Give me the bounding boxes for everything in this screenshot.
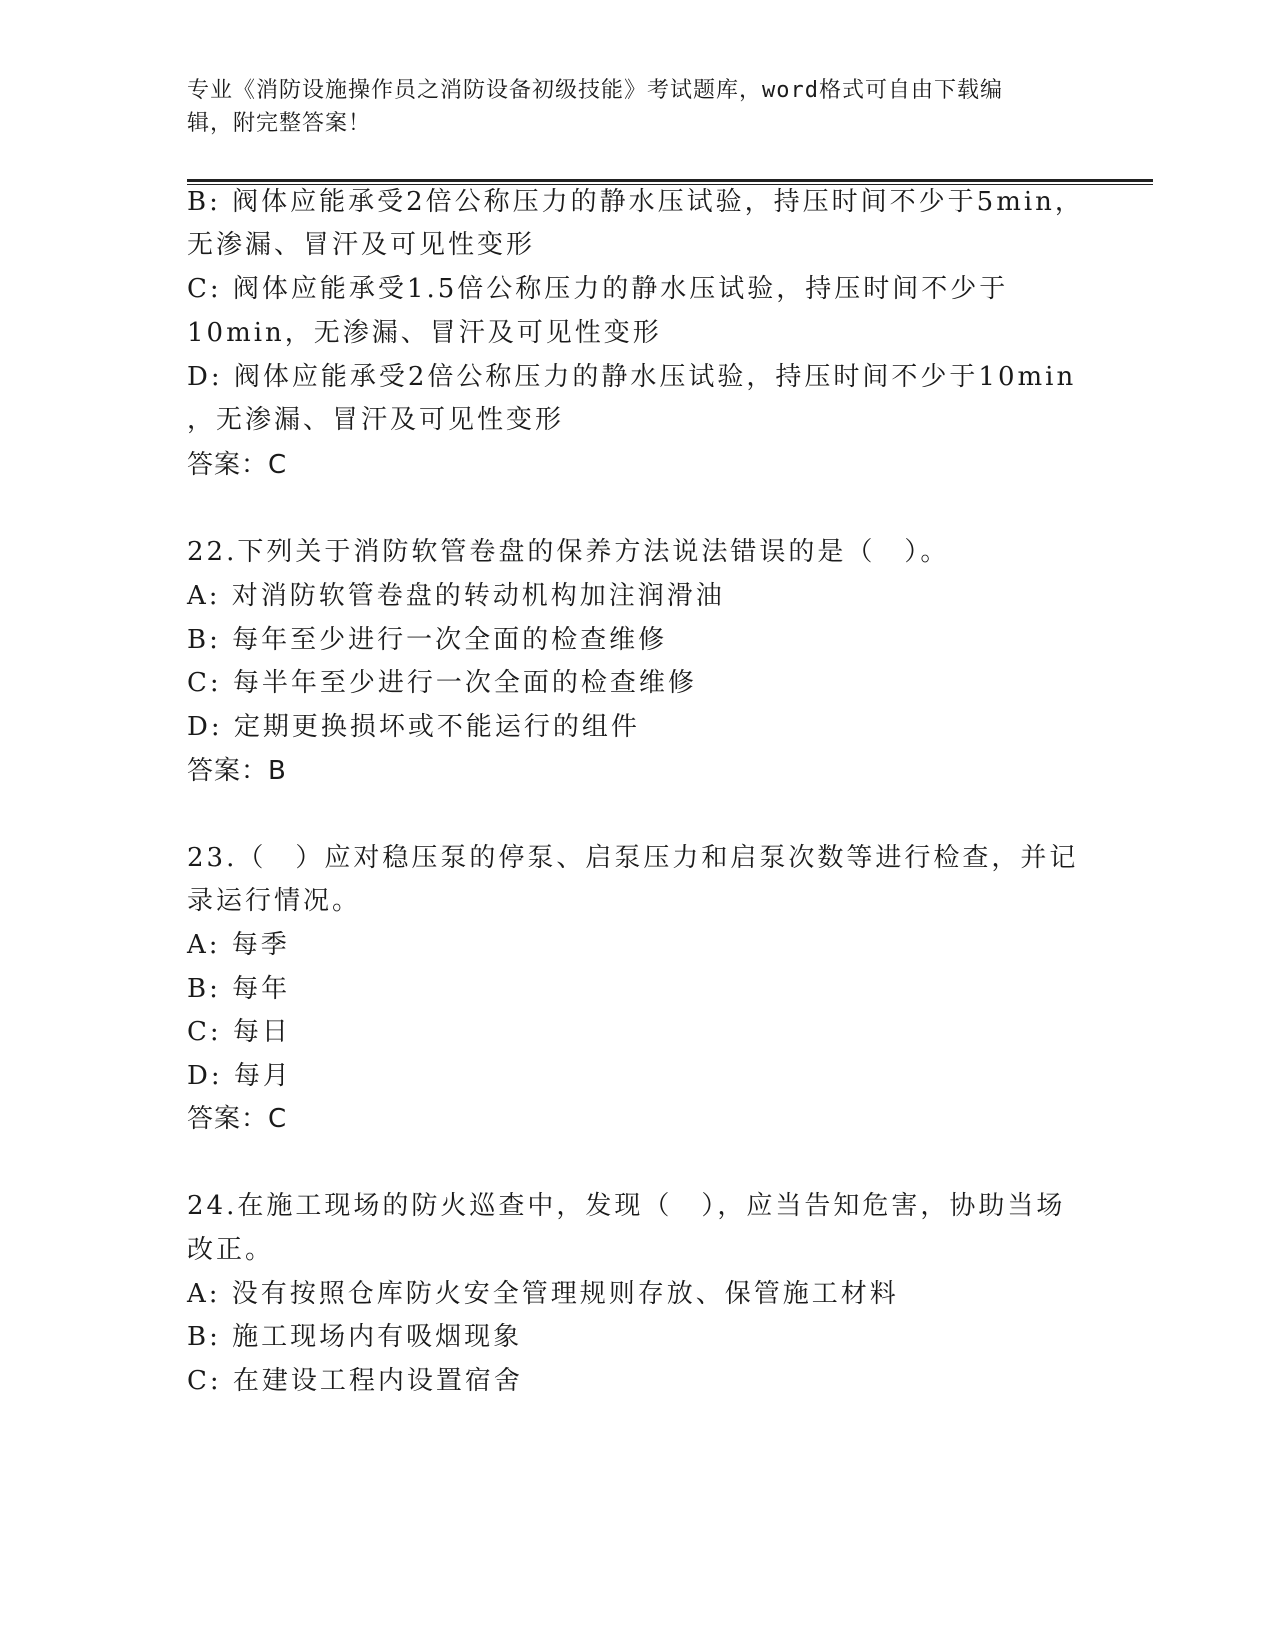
q21-option-c-line-1: C: 阀体应能承受1.5倍公称压力的静水压试验，持压时间不少于 bbox=[187, 274, 1009, 304]
q23-option-a: A: 每季 bbox=[187, 930, 290, 960]
q22-option-b: B: 每年至少进行一次全面的检查维修 bbox=[187, 625, 668, 655]
q24-option-c: C: 在建设工程内设置宿舍 bbox=[187, 1366, 523, 1396]
q21-option-d-line-1: D: 阀体应能承受2倍公称压力的静水压试验，持压时间不少于10min bbox=[187, 362, 1077, 392]
q22-answer: 答案：B bbox=[187, 756, 287, 786]
q24-question-line-1: 24.在施工现场的防火巡查中，发现（ ），应当告知危害，协助当场 bbox=[187, 1191, 1066, 1221]
q23-option-c: C: 每日 bbox=[187, 1017, 291, 1047]
q24-question-line-2: 改正。 bbox=[187, 1235, 275, 1265]
q22-option-d: D: 定期更换损坏或不能运行的组件 bbox=[187, 712, 640, 742]
header-divider-thin bbox=[187, 184, 1153, 185]
q24-option-b: B: 施工现场内有吸烟现象 bbox=[187, 1322, 523, 1352]
q21-option-b-line-2: 无渗漏、冒汗及可见性变形 bbox=[187, 230, 536, 260]
q23-question-line-1: 23.（ ）应对稳压泵的停泵、启泵压力和启泵次数等进行检查，并记 bbox=[187, 843, 1079, 873]
q23-question-line-2: 录运行情况。 bbox=[187, 886, 362, 916]
q21-answer: 答案：C bbox=[187, 450, 288, 480]
document-header bbox=[187, 74, 1067, 140]
header-divider-thick bbox=[187, 179, 1153, 182]
q21-option-b-line-1: B: 阀体应能承受2倍公称压力的静水压试验，持压时间不少于5min， bbox=[187, 187, 1084, 217]
q23-answer: 答案：C bbox=[187, 1104, 288, 1134]
q21-option-d-line-2: ，无渗漏、冒汗及可见性变形 bbox=[187, 405, 565, 435]
header-line-2: 辑，附完整答案！ bbox=[187, 111, 372, 136]
q23-option-b: B: 每年 bbox=[187, 974, 291, 1004]
q23-option-d: D: 每月 bbox=[187, 1061, 292, 1091]
q24-option-a: A: 没有按照仓库防火安全管理规则存放、保管施工材料 bbox=[187, 1279, 899, 1309]
q21-option-c-line-2: 10min，无渗漏、冒汗及可见性变形 bbox=[187, 318, 662, 348]
q22-question: 22.下列关于消防软管卷盘的保养方法说法错误的是（ ）。 bbox=[187, 537, 950, 567]
header-line-1: 专业《消防设施操作员之消防设备初级技能》考试题库，word格式可自由下载编 bbox=[187, 78, 1003, 103]
q22-option-c: C: 每半年至少进行一次全面的检查维修 bbox=[187, 668, 697, 698]
q22-option-a: A: 对消防软管卷盘的转动机构加注润滑油 bbox=[187, 581, 725, 611]
